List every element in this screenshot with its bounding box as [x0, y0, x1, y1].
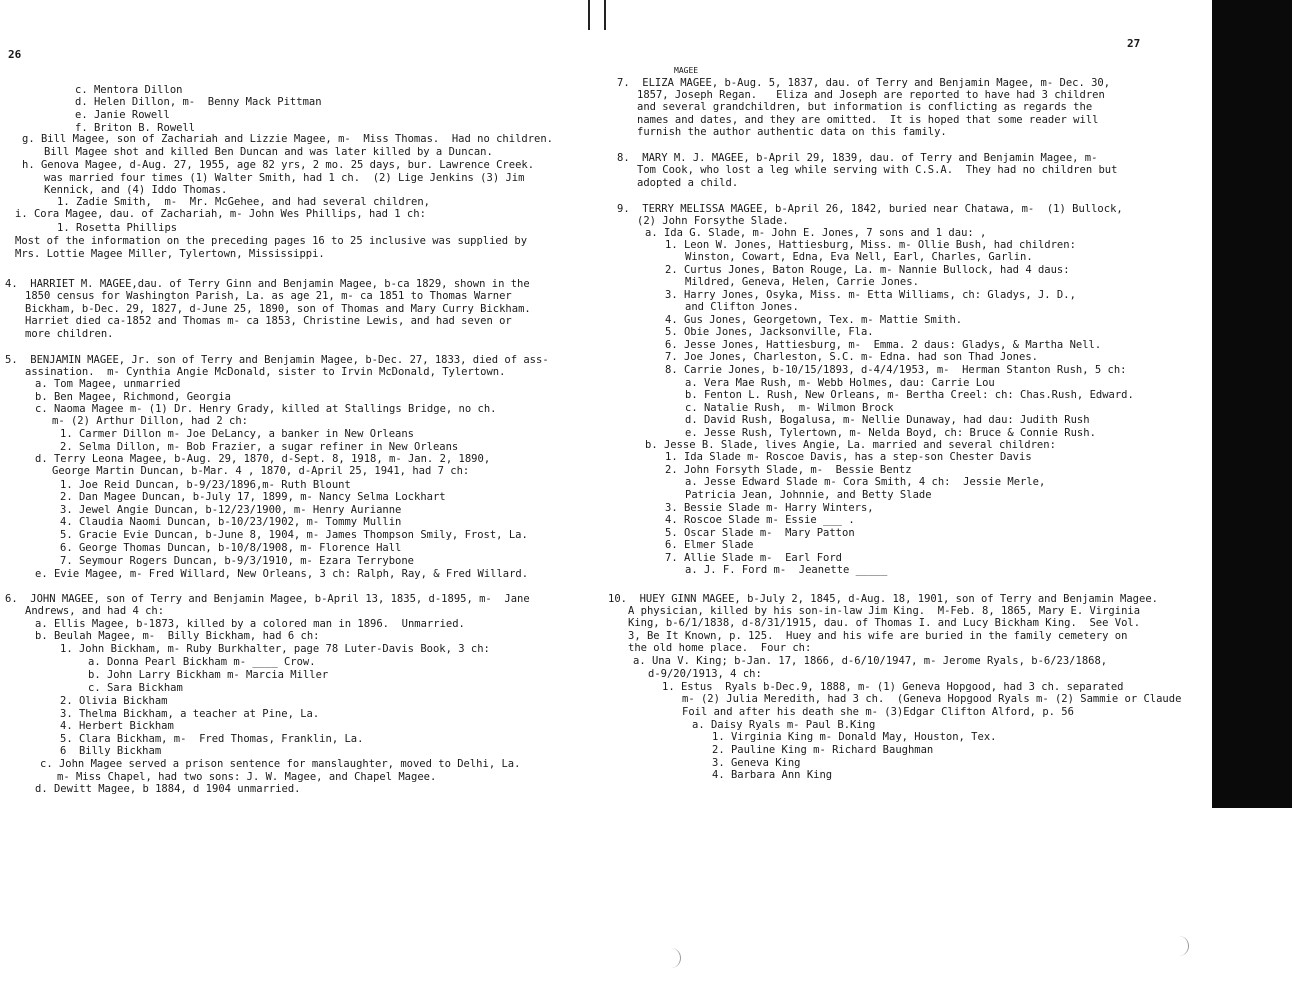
right_page-text-line: and several grandchildren, but information is conflicting as regards the	[637, 101, 1093, 113]
right_page-text-line: a. Ida G. Slade, m- John E. Jones, 7 sons and 1 dau: ,	[645, 227, 987, 239]
right_page-text-line: 10. HUEY GINN MAGEE, b-July 2, 1845, d-Aug. 18, 1901, son of Terry and Benjamin Magee.	[608, 593, 1158, 605]
right_page-text-line: Winston, Cowart, Edna, Eva Nell, Earl, Charles, Garlin.	[685, 251, 1033, 263]
left_page-text-line: d. Dewitt Magee, b 1884, d 1904 unmarried.	[35, 783, 301, 795]
right-page	[600, 0, 1212, 989]
right_page-text-line: Mildred, Geneva, Helen, Carrie Jones.	[685, 276, 919, 288]
right_page-text-line: a. Vera Mae Rush, m- Webb Holmes, dau: Carrie Lou	[685, 377, 995, 389]
left_page-text-line: e. Janie Rowell	[75, 109, 170, 121]
left_page-text-line: 4. Claudia Naomi Duncan, b-10/23/1902, m- Tommy Mullin	[60, 516, 402, 528]
left-page	[0, 0, 600, 989]
left_page-text-line: Bickham, b-Dec. 29, 1827, d-June 25, 1890, son of Thomas and Mary Curry Bickham.	[25, 303, 531, 315]
right_page-text-line: 3. Geneva King	[712, 757, 801, 769]
left_page-text-line: 6. JOHN MAGEE, son of Terry and Benjamin Magee, b-April 13, 1835, d-1895, m- Jane	[5, 593, 530, 605]
right_page-text-line: Foil and after his death she m- (3)Edgar Clifton Alford, p. 56	[682, 706, 1074, 718]
left_page-text-line: d. Terry Leona Magee, b-Aug. 29, 1870, d-Sept. 8, 1918, m- Jan. 2, 1890,	[35, 453, 491, 465]
left_page-text-line: 3. Thelma Bickham, a teacher at Pine, La.	[60, 708, 320, 720]
left-page-number: 26	[8, 48, 22, 61]
right_page-text-line: the old home place. Four ch:	[628, 642, 812, 654]
left_page-text-line: c. Sara Bickham	[88, 682, 183, 694]
right_page-text-line: 4. Gus Jones, Georgetown, Tex. m- Mattie Smith.	[665, 314, 963, 326]
right_page-text-line: 7. ELIZA MAGEE, b-Aug. 5, 1837, dau. of Terry and Benjamin Magee, m- Dec. 30,	[617, 77, 1111, 89]
left_page-text-line: 6 Billy Bickham	[60, 745, 162, 757]
right_page-text-line: adopted a child.	[637, 177, 739, 189]
left_page-text-line: 6. George Thomas Duncan, b-10/8/1908, m- Florence Hall	[60, 542, 402, 554]
right_page-text-line: 3. Harry Jones, Osyka, Miss. m- Etta Williams, ch: Gladys, J. D.,	[665, 289, 1076, 301]
right_page-text-line: 7. Allie Slade m- Earl Ford	[665, 552, 843, 564]
right-page-number: 27	[1127, 37, 1141, 50]
left_page-text-line: m- Miss Chapel, had two sons: J. W. Magee, and Chapel Magee.	[57, 771, 437, 783]
right_page-text-line: King, b-6/1/1838, d-8/31/1915, dau. of Thomas I. and Lucy Bickham King. See Vol.	[628, 617, 1141, 629]
left_page-text-line: m- (2) Arthur Dillon, had 2 ch:	[52, 415, 248, 427]
right_page-text-line: b. Jesse B. Slade, lives Angie, La. married and several children:	[645, 439, 1056, 451]
left_page-text-line: b. Beulah Magee, m- Billy Bickham, had 6 ch:	[35, 630, 320, 642]
right_page-text-line: e. Jesse Rush, Tylertown, m- Nelda Boyd, ch: Bruce & Connie Rush.	[685, 427, 1096, 439]
left_page-text-line: 2. Dan Magee Duncan, b-July 17, 1899, m- Nancy Selma Lockhart	[60, 491, 446, 503]
left_page-text-line: 7. Seymour Rogers Duncan, b-9/3/1910, m- Ezara Terrybone	[60, 555, 415, 567]
right_page-text-line: 4. Roscoe Slade m- Essie ___ .	[665, 514, 855, 526]
right_page-text-line: 3, Be It Known, p. 125. Huey and his wife are buried in the family cemetery on	[628, 630, 1128, 642]
scan-dark-edge	[1212, 0, 1292, 808]
right_page-text-line: 5. Obie Jones, Jacksonville, Fla.	[665, 326, 874, 338]
left_page-text-line: 4. HARRIET M. MAGEE,dau. of Terry Ginn and Benjamin Magee, b-ca 1829, shown in the	[5, 278, 530, 290]
left_page-text-line: 2. Olivia Bickham	[60, 695, 168, 707]
left_page-text-line: 4. Herbert Bickham	[60, 720, 174, 732]
left_page-text-line: was married four times (1) Walter Smith, had 1 ch. (2) Lige Jenkins (3) Jim	[44, 172, 525, 184]
left_page-text-line: c. Naoma Magee m- (1) Dr. Henry Grady, killed at Stallings Bridge, no ch.	[35, 403, 497, 415]
right_page-text-line: 1857, Joseph Regan. Eliza and Joseph are reported to have had 3 children	[637, 89, 1105, 101]
right_page-text-line: Tom Cook, who lost a leg while serving with C.S.A. They had no children but	[637, 164, 1118, 176]
right_page-text-line: 2. Curtus Jones, Baton Rouge, La. m- Nannie Bullock, had 4 daus:	[665, 264, 1070, 276]
left_page-text-line: c. John Magee served a prison sentence for manslaughter, moved to Delhi, La.	[40, 758, 521, 770]
right_page-text-line: 6. Elmer Slade	[665, 539, 754, 551]
right_page-text-line: 4. Barbara Ann King	[712, 769, 833, 781]
left_page-text-line: b. Ben Magee, Richmond, Georgia	[35, 391, 231, 403]
right_page-text-line: 1. Estus Ryals b-Dec.9, 1888, m- (1) Geneva Hopgood, had 3 ch. separated	[662, 681, 1124, 693]
left_page-text-line: 2. Selma Dillon, m- Bob Frazier, a sugar refiner in New Orleans	[60, 441, 459, 453]
left_page-text-line: assination. m- Cynthia Angie McDonald, sister to Irvin McDonald, Tylertown.	[25, 366, 506, 378]
left_page-text-line: 1. Joe Reid Duncan, b-9/23/1896,m- Ruth Blount	[60, 479, 351, 491]
left_page-text-line: 1. Rosetta Phillips	[57, 222, 178, 234]
right_page-text-line: a. Una V. King; b-Jan. 17, 1866, d-6/10/1947, m- Jerome Ryals, b-6/23/1868,	[633, 655, 1108, 667]
right_page-text-line: 3. Bessie Slade m- Harry Winters,	[665, 502, 874, 514]
left_page-text-line: 1. Zadie Smith, m- Mr. McGehee, and had several children,	[57, 196, 430, 208]
left_page-text-line: e. Evie Magee, m- Fred Willard, New Orleans, 3 ch: Ralph, Ray, & Fred Willard.	[35, 568, 529, 580]
right_page-text-line: (2) John Forsythe Slade.	[637, 215, 789, 227]
right_page-text-line: c. Natalie Rush, m- Wilmon Brock	[685, 402, 894, 414]
right_page-text-line: b. Fenton L. Rush, New Orleans, m- Bertha Creel: ch: Chas.Rush, Edward.	[685, 389, 1134, 401]
left_page-text-line: Mrs. Lottie Magee Miller, Tylertown, Mississippi.	[15, 248, 325, 260]
right_page-text-line: A physician, killed by his son-in-law Jim King. M-Feb. 8, 1865, Mary E. Virginia	[628, 605, 1141, 617]
left_page-text-line: g. Bill Magee, son of Zachariah and Lizzie Magee, m- Miss Thomas. Had no children.	[22, 133, 554, 145]
left_page-text-line: 1. John Bickham, m- Ruby Burkhalter, page 78 Luter-Davis Book, 3 ch:	[60, 643, 490, 655]
left_page-text-line: George Martin Duncan, b-Mar. 4 , 1870, d-April 25, 1941, had 7 ch:	[52, 465, 470, 477]
right_page-text-line: and Clifton Jones.	[685, 301, 799, 313]
left_page-text-line: Kennick, and (4) Iddo Thomas.	[44, 184, 228, 196]
handwritten-note: MAGEE	[674, 66, 699, 75]
left_page-text-line: Bill Magee shot and killed Ben Duncan and was later killed by a Duncan.	[44, 146, 493, 158]
right_page-text-line: 5. Oscar Slade m- Mary Patton	[665, 527, 855, 539]
left_page-text-line: 1. Carmer Dillon m- Joe DeLancy, a banker in New Orleans	[60, 428, 415, 440]
left_page-text-line: c. Mentora Dillon	[75, 84, 183, 96]
right_page-text-line: 6. Jesse Jones, Hattiesburg, m- Emma. 2 daus: Gladys, & Martha Nell.	[665, 339, 1102, 351]
right_page-text-line: 1. Virginia King m- Donald May, Houston, Tex.	[712, 731, 997, 743]
right_page-text-line: 8. MARY M. J. MAGEE, b-April 29, 1839, dau. of Terry and Benjamin Magee, m-	[617, 152, 1098, 164]
left_page-text-line: a. Ellis Magee, b-1873, killed by a colored man in 1896. Unmarried.	[35, 618, 465, 630]
left_page-text-line: 3. Jewel Angie Duncan, b-12/23/1900, m- Henry Aurianne	[60, 504, 402, 516]
right_page-text-line: 9. TERRY MELISSA MAGEE, b-April 26, 1842, buried near Chatawa, m- (1) Bullock,	[617, 203, 1123, 215]
left_page-text-line: Andrews, and had 4 ch:	[25, 605, 165, 617]
left_page-text-line: 1850 census for Washington Parish, La. as age 21, m- ca 1851 to Thomas Warner	[25, 290, 512, 302]
right_page-text-line: a. Jesse Edward Slade m- Cora Smith, 4 ch: Jessie Merle,	[685, 476, 1046, 488]
left_page-text-line: 5. Clara Bickham, m- Fred Thomas, Franklin, La.	[60, 733, 364, 745]
left_page-text-line: b. John Larry Bickham m- Marcia Miller	[88, 669, 329, 681]
right_page-text-line: furnish the author authentic data on this family.	[637, 126, 947, 138]
left_page-text-line: 5. BENJAMIN MAGEE, Jr. son of Terry and Benjamin Magee, b-Dec. 27, 1833, died of ass-	[5, 354, 549, 366]
right_page-text-line: 7. Joe Jones, Charleston, S.C. m- Edna. had son Thad Jones.	[665, 351, 1038, 363]
left_page-text-line: h. Genova Magee, d-Aug. 27, 1955, age 82 yrs, 2 mo. 25 days, bur. Lawrence Creek.	[22, 159, 535, 171]
right_page-text-line: 1. Leon W. Jones, Hattiesburg, Miss. m- Ollie Bush, had children:	[665, 239, 1076, 251]
right_page-text-line: a. Daisy Ryals m- Paul B.King	[692, 719, 876, 731]
right_page-text-line: 1. Ida Slade m- Roscoe Davis, has a step-son Chester Davis	[665, 451, 1032, 463]
left_page-text-line: i. Cora Magee, dau. of Zachariah, m- John Wes Phillips, had 1 ch:	[15, 208, 426, 220]
right_page-text-line: d. David Rush, Bogalusa, m- Nellie Dunaway, had dau: Judith Rush	[685, 414, 1090, 426]
right_page-text-line: a. J. F. Ford m- Jeanette _____	[685, 564, 888, 576]
right_page-text-line: 8. Carrie Jones, b-10/15/1893, d-4/4/1953, m- Herman Stanton Rush, 5 ch:	[665, 364, 1127, 376]
right_page-text-line: names and dates, and they are omitted. It is hoped that some reader will	[637, 114, 1099, 126]
right_page-text-line: 2. John Forsyth Slade, m- Bessie Bentz	[665, 464, 912, 476]
left_page-text-line: Most of the information on the preceding pages 16 to 25 inclusive was supplied by	[15, 235, 528, 247]
right_page-text-line: m- (2) Julia Meredith, had 3 ch. (Geneva Hopgood Ryals m- (2) Sammie or Claude	[682, 693, 1182, 705]
left_page-text-line: a. Donna Pearl Bickham m- ____ Crow.	[88, 656, 316, 668]
right_page-text-line: d-9/20/1913, 4 ch:	[648, 668, 762, 680]
left_page-text-line: f. Briton B. Rowell	[75, 122, 196, 134]
right_page-text-line: 2. Pauline King m- Richard Baughman	[712, 744, 934, 756]
left_page-text-line: a. Tom Magee, unmarried	[35, 378, 181, 390]
left_page-text-line: more children.	[25, 328, 114, 340]
left_page-text-line: Harriet died ca-1852 and Thomas m- ca 1853, Christine Lewis, and had seven or	[25, 315, 512, 327]
left_page-text-line: d. Helen Dillon, m- Benny Mack Pittman	[75, 96, 322, 108]
right_page-text-line: Patricia Jean, Johnnie, and Betty Slade	[685, 489, 932, 501]
left_page-text-line: 5. Gracie Evie Duncan, b-June 8, 1904, m- James Thompson Smily, Frost, La.	[60, 529, 528, 541]
